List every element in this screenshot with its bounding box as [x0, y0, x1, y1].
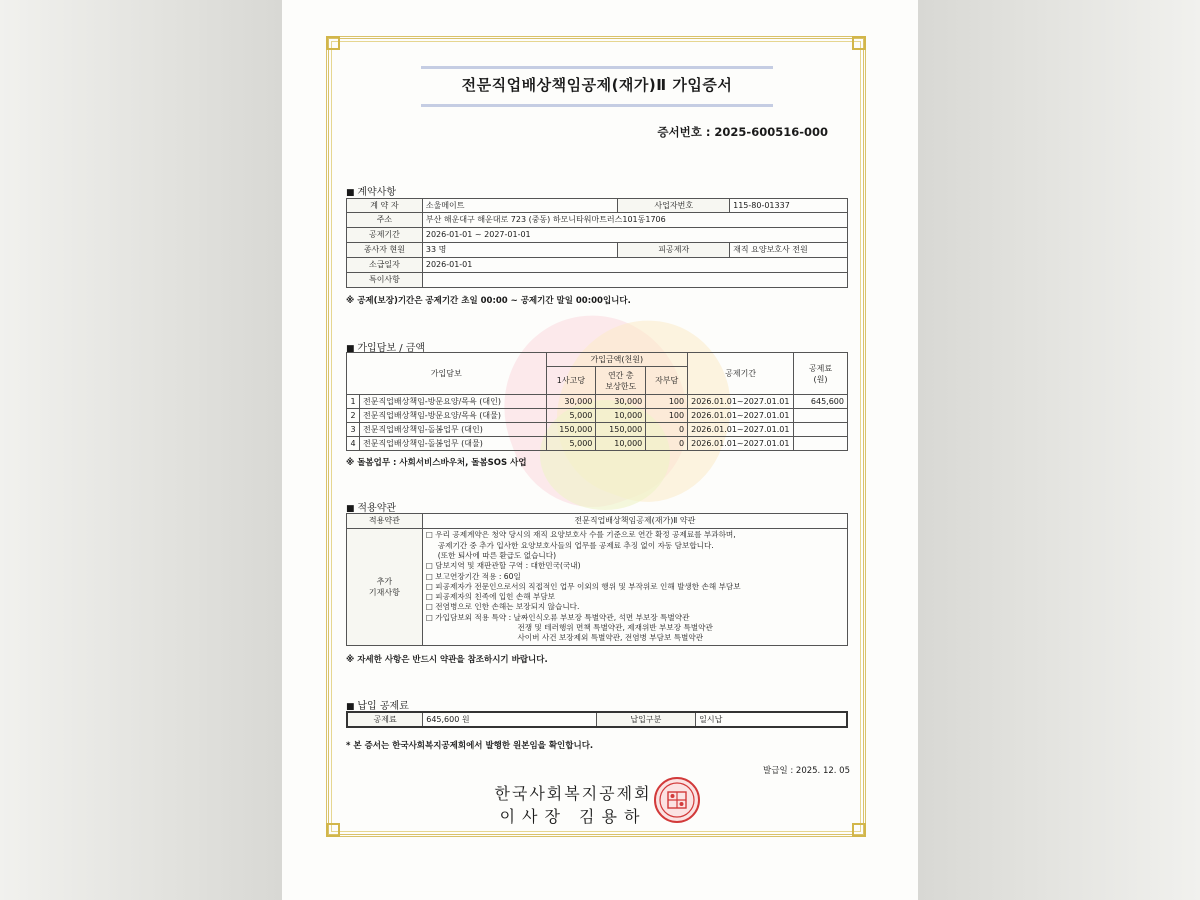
coverage-row [347, 395, 848, 409]
issuer-ceo: 이사장 김용하 [499, 807, 647, 826]
extra-item-line: □ 전염병으로 인한 손해는 보장되지 않습니다. [425, 602, 580, 612]
premium-header-line2: (원) [813, 374, 828, 384]
payment-type-label: 납입구분 [596, 712, 696, 727]
special-value [422, 273, 847, 288]
payment-premium-label: 공제료 [347, 712, 423, 727]
extra-item-line: 공제기간 중 추가 입사한 요양보호사들의 업무를 공제료 추징 없이 자동 담보합니다. [425, 540, 714, 550]
official-seal-stamp [654, 777, 700, 823]
retro-label: 소급일자 [347, 258, 423, 273]
certificate-number: 증서번호 : 2025-600516-000 [657, 125, 828, 139]
frame-corner-ornament [326, 36, 340, 50]
issue-date: 발급일 : 2025. 12. 05 [763, 766, 850, 776]
coverage-row-deductible: 100 [646, 409, 688, 423]
coverage-row-premium [794, 409, 848, 423]
extra-item-line: □ 보고연장기간 적용 : 60일 [425, 571, 521, 581]
coverage-row-period: 2026.01.01~2027.01.01 [688, 395, 794, 409]
issuer-organization: 한국사회복지공제회 [494, 784, 652, 803]
extra-item-line: (또한 퇴사에 따른 환급도 없습니다) [425, 550, 557, 560]
coverage-row-number: 3 [347, 423, 360, 437]
coverage-row-deductible: 100 [646, 395, 688, 409]
bizno-value: 115-80-01337 [730, 199, 848, 213]
coverage-row-deductible: 0 [646, 437, 688, 451]
title-rule-top [421, 66, 773, 69]
annual-header-line2: 보상한도 [605, 381, 637, 391]
extra-item-line: □ 가입담보외 적용 특약 : 날짜인식오류 부보장 특별약관, 석면 부보장 특별약관 [425, 612, 690, 622]
extra-label-line1: 추가 [376, 577, 393, 586]
coverage-row [347, 423, 848, 437]
payment-type-value: 일시납 [696, 712, 847, 727]
background-right [918, 0, 1200, 900]
coverage-row-period: 2026.01.01~2027.01.01 [688, 409, 794, 423]
coverage-row-annual-limit: 10,000 [596, 437, 646, 451]
annual-header-line1: 연간 총 [607, 370, 634, 380]
coverage-row-deductible: 0 [646, 423, 688, 437]
staff-label: 종사자 현원 [347, 243, 423, 258]
frame-corner-ornament [852, 823, 866, 837]
coverage-row [347, 437, 848, 451]
coverage-rows [347, 395, 848, 451]
extra-item-line: 사이버 사건 보장제외 특별약관, 전염병 부담보 특별약관 [425, 633, 704, 643]
frame-corner-ornament [326, 823, 340, 837]
terms-reference-note: ※ 자세한 사항은 반드시 약관을 참조하시기 바랍니다. [346, 655, 548, 665]
coverage-header-item: 가입담보 [347, 353, 547, 395]
payment-table [346, 711, 848, 728]
coverage-row-per-accident: 5,000 [546, 409, 596, 423]
original-statement: * 본 증서는 한국사회복지공제회에서 발행한 원본임을 확인합니다. [346, 741, 594, 751]
extra-item-line: 전쟁 및 테러행위 면책 특별약관, 제재위반 부보장 특별약관 [425, 623, 713, 633]
contract-table [346, 198, 848, 288]
premium-header-line1: 공제료 [808, 363, 833, 373]
extra-items-label [347, 529, 423, 646]
coverage-row-annual-limit: 150,000 [596, 423, 646, 437]
terms-label: 적용약관 [347, 514, 423, 529]
coverage-row-item: 전문직업배상책임-돌봄업무 (대인) [359, 423, 546, 437]
title-rule-bottom [421, 104, 773, 107]
coverage-row-premium [794, 423, 848, 437]
terms-table [346, 513, 848, 646]
extra-items-list [422, 529, 847, 646]
coverage-row-number: 4 [347, 437, 360, 451]
coverage-row-annual-limit: 10,000 [596, 409, 646, 423]
insured-label: 피공제자 [618, 243, 730, 258]
seal-glyph-icon [657, 780, 697, 820]
coverage-header-per-accident: 1사고당 [546, 367, 596, 395]
coverage-row [347, 409, 848, 423]
coverage-row-item: 전문직업배상책임-방문요양/목욕 (대물) [359, 409, 546, 423]
address-value: 부산 해운대구 해운대로 723 (중동) 하모니타워마트러스101동1706 [422, 213, 847, 228]
section-title-terms: ■ 적용약관 [346, 499, 396, 514]
coverage-header-annual [596, 367, 646, 395]
extra-item-line: □ 피공제자가 전문인으로서의 직접적인 업무 이외의 행위 및 부작위로 인해 발생한 손해 부담보 [425, 581, 741, 591]
coverage-header-deductible: 자부담 [646, 367, 688, 395]
coverage-row-number: 1 [347, 395, 360, 409]
coverage-row-period: 2026.01.01~2027.01.01 [688, 423, 794, 437]
document-title: 전문직업배상책임공제(재가)Ⅱ 가입증서 [461, 76, 733, 94]
extra-item-line: □ 피공제자의 친족에 입힌 손해 부담보 [425, 592, 555, 602]
address-label: 주소 [347, 213, 423, 228]
coverage-row-annual-limit: 30,000 [596, 395, 646, 409]
coverage-row-number: 2 [347, 409, 360, 423]
coverage-header-period: 공제기간 [688, 353, 794, 395]
section-title-payment: ■ 납입 공제료 [346, 697, 409, 712]
extra-label-line2: 기재사항 [368, 588, 400, 597]
contractor-label: 계 약 자 [347, 199, 423, 213]
section-title-contract: ■ 계약사항 [346, 183, 396, 198]
care-work-note: ※ 돌봄업무 : 사회서비스바우처, 돌봄SOS 사업 [346, 458, 527, 468]
contractor-value: 소울메이트 [422, 199, 617, 213]
special-label: 특이사항 [347, 273, 423, 288]
payment-premium-value: 645,600 원 [423, 712, 596, 727]
coverage-row-per-accident: 150,000 [546, 423, 596, 437]
coverage-header-amount: 가입금액(천원) [546, 353, 688, 367]
coverage-table [346, 352, 848, 451]
coverage-row-premium: 645,600 [794, 395, 848, 409]
coverage-row-premium [794, 437, 848, 451]
coverage-row-per-accident: 5,000 [546, 437, 596, 451]
period-value: 2026-01-01 ~ 2027-01-01 [422, 228, 847, 243]
insured-value: 재직 요양보호사 전원 [730, 243, 848, 258]
coverage-header-premium [794, 353, 848, 395]
coverage-row-per-accident: 30,000 [546, 395, 596, 409]
section-title-coverage: ■ 가입담보 / 금액 [346, 339, 425, 354]
coverage-row-item: 전문직업배상책임-돌봄업무 (대물) [359, 437, 546, 451]
coverage-period-note: ※ 공제(보장)기간은 공제기간 초일 00:00 ~ 공제기간 말일 00:00입니다. [346, 296, 631, 306]
coverage-row-period: 2026.01.01~2027.01.01 [688, 437, 794, 451]
extra-item-line: □ 담보지역 및 재판관할 구역 : 대한민국(국내) [425, 561, 581, 571]
terms-value: 전문직업배상책임공제(재가)Ⅱ 약관 [422, 514, 847, 529]
background-left [0, 0, 282, 900]
coverage-row-item: 전문직업배상책임-방문요양/목욕 (대인) [359, 395, 546, 409]
bizno-label: 사업자번호 [618, 199, 730, 213]
period-label: 공제기간 [347, 228, 423, 243]
frame-corner-ornament [852, 36, 866, 50]
retro-value: 2026-01-01 [422, 258, 847, 273]
extra-item-line: □ 우리 공제계약은 청약 당시의 재직 요양보호사 수를 기준으로 연간 확정 공제료를 부과하며, [425, 530, 736, 540]
staff-value: 33 명 [422, 243, 617, 258]
